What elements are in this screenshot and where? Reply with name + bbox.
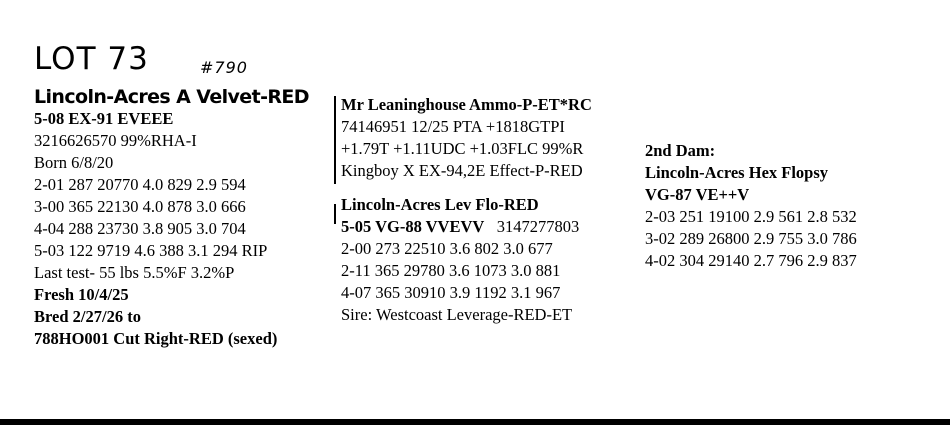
pedigree-sire-dam [341, 94, 592, 326]
catalog-number: #790 [200, 58, 248, 77]
dam-sire: Sire: Westcoast Leverage-RED-ET [341, 305, 573, 324]
spacer [341, 182, 592, 194]
cow-record: 4-04 288 23730 3.8 905 3.0 704 [34, 219, 246, 238]
cow-born-date: Born 6/8/20 [34, 153, 114, 172]
bottom-divider [0, 419, 950, 425]
cow-fresh-date: Fresh 10/4/25 [34, 285, 129, 304]
dam-record: 2-00 273 22510 3.6 802 3.0 677 [341, 239, 553, 258]
second-dam-record: 4-02 304 29140 2.7 796 2.9 837 [645, 251, 857, 270]
dam-record: 4-07 365 30910 3.9 1192 3.1 967 [341, 283, 561, 302]
dam-bracket-line [334, 204, 336, 224]
cow-details [34, 108, 277, 350]
sire-name: Mr Leaninghouse Ammo-P-ET*RC [341, 95, 592, 114]
cow-record: 5-03 122 9719 4.6 388 3.1 294 RIP [34, 241, 268, 260]
dam-name: Lincoln-Acres Lev Flo-RED [341, 195, 539, 214]
dam-classification: 5-05 VG-88 VVEVV [341, 217, 485, 236]
cow-name: Lincoln-Acres A Velvet-RED [34, 86, 309, 108]
dam-id: 3147277803 [496, 217, 580, 236]
cow-record: 3-00 365 22130 4.0 878 3.0 666 [34, 197, 246, 216]
cow-record: 2-01 287 20770 4.0 829 2.9 594 [34, 175, 246, 194]
second-dam-classification: VG-87 VE++V [645, 185, 750, 204]
cow-id-line: 3216626570 99%RHA-I [34, 131, 197, 150]
pedigree-second-dam [645, 140, 857, 272]
second-dam-record: 2-03 251 19100 2.9 561 2.8 532 [645, 207, 857, 226]
dam-classification-row [341, 216, 592, 238]
cow-bred-to-sire: 788HO001 Cut Right-RED (sexed) [34, 329, 278, 348]
sire-line: Kingboy X EX-94,2E Effect-P-RED [341, 161, 583, 180]
second-dam-name: Lincoln-Acres Hex Flopsy [645, 163, 829, 182]
second-dam-heading: 2nd Dam: [645, 141, 716, 160]
sire-bracket-line [334, 96, 336, 184]
sire-line: +1.79T +1.11UDC +1.03FLC 99%R [341, 139, 584, 158]
dam-record: 2-11 365 29780 3.6 1073 3.0 881 [341, 261, 561, 280]
second-dam-record: 3-02 289 26800 2.9 755 3.0 786 [645, 229, 857, 248]
cow-last-test: Last test- 55 lbs 5.5%F 3.2%P [34, 263, 235, 282]
cow-bred-date: Bred 2/27/26 to [34, 307, 141, 326]
lot-number: LOT 73 [34, 41, 149, 77]
cow-classification: 5-08 EX-91 EVEEE [34, 109, 174, 128]
sire-line: 74146951 12/25 PTA +1818GTPI [341, 117, 565, 136]
